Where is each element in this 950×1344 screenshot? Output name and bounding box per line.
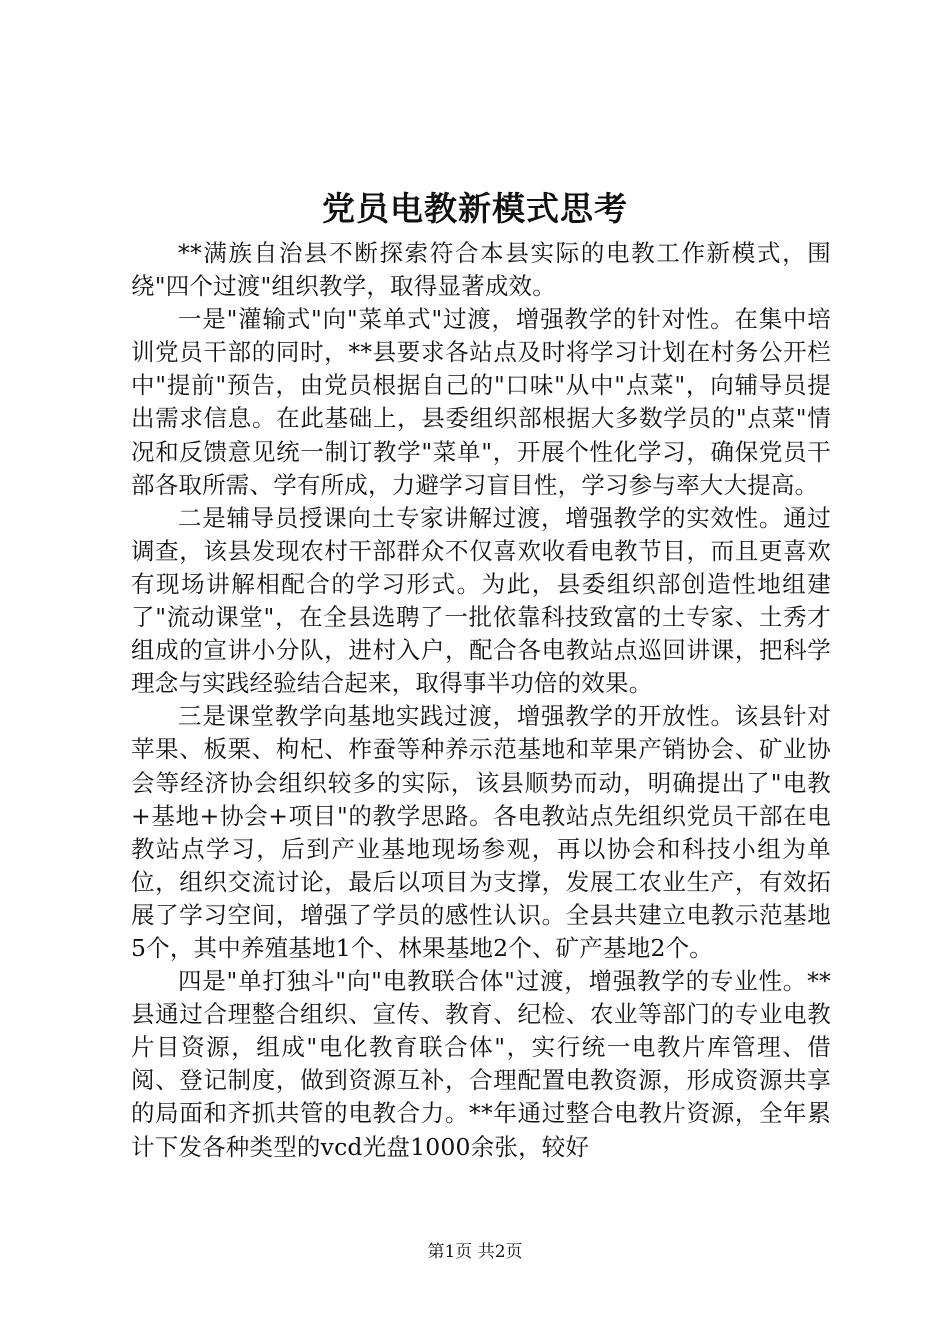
paragraph-intro: **满族自治县不断探索符合本县实际的电教工作新模式，围绕"四个过渡"组织教学，取得显著成效。 (131, 239, 831, 301)
paragraph-point-two: 二是辅导员授课向土专家讲解过渡，增强教学的实效性。通过调查，该县发现农村干部群众不仅喜欢收看电教节目，而且更喜欢有现场讲解相配合的学习形式。为此，县委组织部创造性地组建了"流动课堂"，在全县选聘了一批依靠科技致富的土专家、土秀才组成的宣讲小分队，进村入户，配合各电教站点巡回讲课，把科学理念与实践经验结合起来，取得事半功倍的效果。 (131, 503, 831, 698)
paragraph-point-three: 三是课堂教学向基地实践过渡，增强教学的开放性。该县针对苹果、板栗、枸杞、柞蚕等种养示范基地和苹果产销协会、矿业协会等经济协会组织较多的实际，该县顺势而动，明确提出了"电教+基地+协会+项目"的教学思路。各电教站点先组织党员干部在电教站点学习，后到产业基地现场参观，再以协会和科技小组为单位，组织交流讨论，最后以项目为支撑，发展工农业生产，有效拓展了学习空间，增强了学员的感性认识。全县共建立电教示范基地5个，其中养殖基地1个、林果基地2个、矿产基地2个。 (131, 702, 831, 962)
page-number-footer: 第1页 共2页 (427, 1242, 523, 1262)
paragraph-point-four: 四是"单打独斗"向"电教联合体"过渡，增强教学的专业性。**县通过合理整合组织、宣传、教育、纪检、农业等部门的专业电教片目资源，组成"电化教育联合体"，实行统一电教片库管理、借阅、登记制度，做到资源互补，合理配置电教资源，形成资源共享的局面和齐抓共管的电教合力。**年通过整合电教片资源，全年累计下发各种类型的vcd光盘1000余张，较好 (131, 967, 831, 1161)
paragraph-point-one: 一是"灌输式"向"菜单式"过渡，增强教学的针对性。在集中培训党员干部的同时，**县要求各站点及时将学习计划在村务公开栏中"提前"预告，由党员根据自己的"口味"从中"点菜"，向辅导员提出需求信息。在此基础上，县委组织部根据大多数学员的"点菜"情况和反馈意见统一制订教学"菜单"，开展个性化学习，确保党员干部各取所需、学有所成，力避学习盲目性，学习参与率大大提高。 (131, 305, 831, 499)
document-body (131, 237, 831, 1164)
document-title: 党员电教新模式思考 (322, 189, 628, 228)
